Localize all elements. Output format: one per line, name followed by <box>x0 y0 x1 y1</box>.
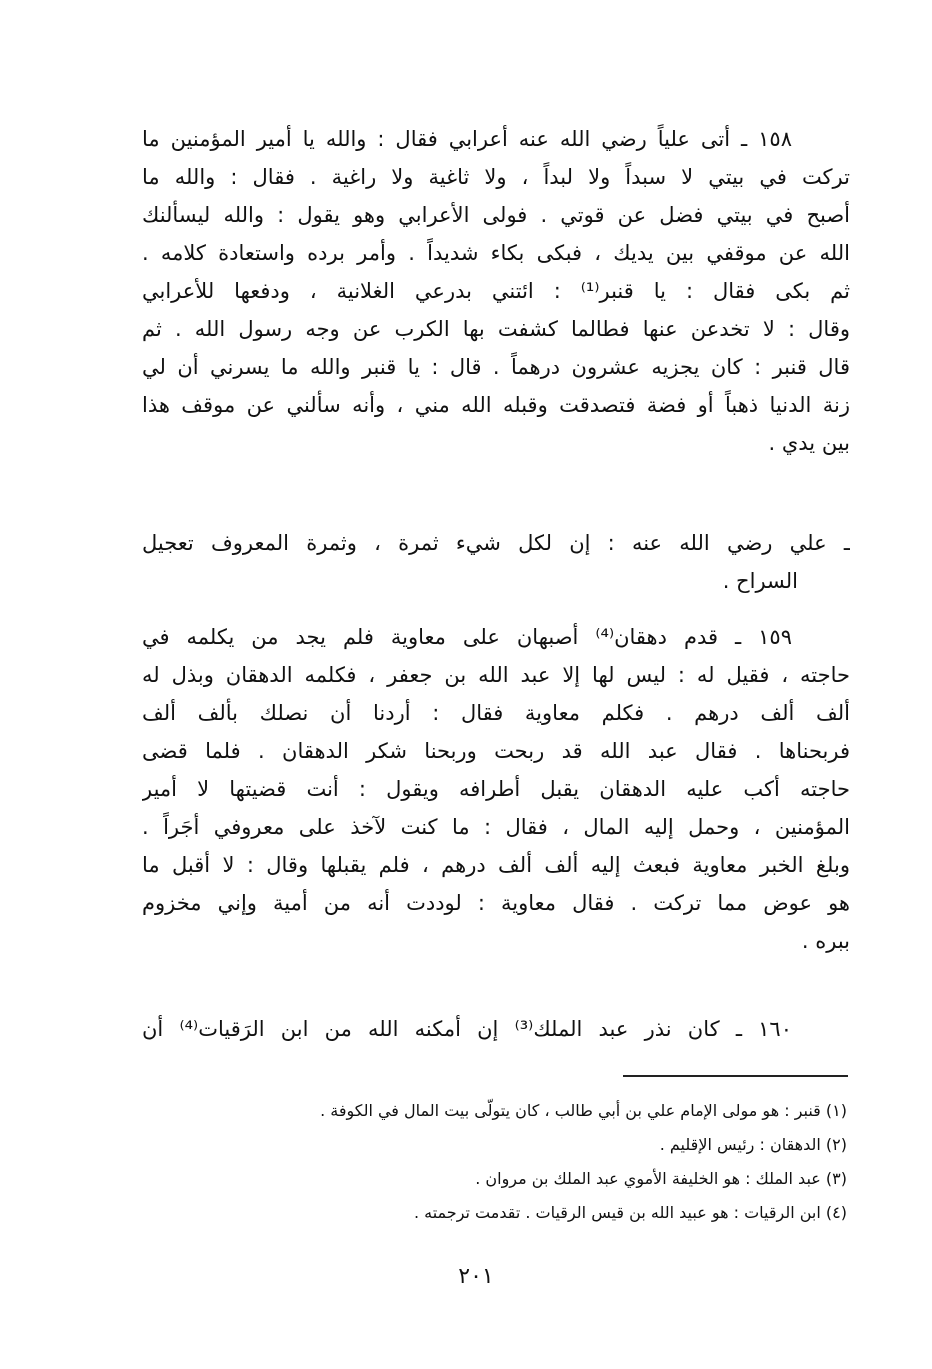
footnote-2: (٢) الدهقان : رئيس الإقليم . <box>659 1135 847 1154</box>
text-line: المؤمنين ، وحمل إليه المال ، فقال : ما كنت لآخذ على معروفي أجَراً . <box>142 815 850 839</box>
text-line: أصبح في بيتي فضل عن قوتي . فولى الأعرابي وهو يقول : والله ليسألنك <box>142 203 850 227</box>
text-line: ألف ألف درهم . فكلم معاوية فقال : أردنا أن نصلك بألف ألف <box>142 701 850 725</box>
text-line: ببره . <box>801 929 850 953</box>
text-line: وبلغ الخبر معاوية فبعث إليه ألف ألف درهم ، فلم يقبلها وقال : لا أقبل ما <box>142 853 850 877</box>
text-line: زنة الدنيا ذهباً أو فضة فتصدقت وقبله الله مني ، وأنه سألني عن موقف هذا <box>142 393 850 417</box>
text-line: السراح . <box>722 569 798 593</box>
footnote-1: (١) قنبر : هو مولى الإمام علي بن أبي طالب ، كان يتولّى بيت المال في الكوفة . <box>320 1101 847 1120</box>
text-line: ١٥٩ ـ قدم دهقان⁽⁴⁾ أصبهان على معاوية فلم يجد من يكلمه في <box>142 625 792 649</box>
text-line: تركت في بيتي لا سبداً ولا لبداً ، ولا ثاغية ولا راغية . فقال : والله ما <box>142 165 850 189</box>
text-line: ١٦٠ ـ كان نذر عبد الملك⁽³⁾ إن أمكنه الله من ابن الرَقيات⁽⁴⁾ أن <box>142 1017 792 1041</box>
text-line: ـ علي رضي الله عنه : إن لكل شيء ثمرة ، وثمرة المعروف تعجيل <box>142 531 850 555</box>
footnote-3: (٣) عبد الملك : هو الخليفة الأموي عبد الملك بن مروان . <box>475 1169 847 1188</box>
text-line: وقال : لا تخدعن عنها فطالما كشفت بها الكرب عن وجه رسول الله . ثم <box>142 317 850 341</box>
text-line: بين يدي . <box>768 431 850 455</box>
paragraph-160 <box>142 1010 850 1048</box>
footnotes <box>142 1094 847 1230</box>
text-line: ١٥٨ ـ أتى علياً رضي الله عنه أعرابي فقال : والله يا أمير المؤمنين ما <box>142 127 792 151</box>
paragraph-158 <box>142 120 850 462</box>
text-line: فربحناها . فقال عبد الله قد ربحت وربحنا شكر الدهقان . فلما قضى <box>142 739 850 763</box>
footnote-4: (٤) ابن الرقيات : هو عبيد الله بن قيس الرقيات . تقدمت ترجمته . <box>413 1203 847 1222</box>
paragraph-159 <box>142 618 850 960</box>
paragraph-ali-saying <box>142 524 850 600</box>
text-line: قال قنبر : كان يجزيه عشرون درهماً . قال : يا قنبر والله ما يسرني أن لي <box>142 355 850 379</box>
page-number: ٢٠١ <box>458 1264 494 1289</box>
text-line: ثم بكى فقال : يا قنبر⁽¹⁾ : ائتني بدرعي الغلانية ، ودفعها للأعرابي <box>142 279 850 303</box>
text-line: حاجته أكب عليه الدهقان يقبل أطرافه ويقول : أنت قضيتها لا أمير <box>142 777 850 801</box>
text-line: حاجته ، فقيل له : ليس لها إلا عبد الله بن جعفر ، فكلمه الدهقان وبذل له <box>142 663 850 687</box>
text-line: هو عوض مما تركت . فقال معاوية : لوددت أنه من أمية وإني مخزوم <box>142 891 850 915</box>
text-line: الله عن موقفي بين يديك ، فبكى بكاء شديداً . وأمر برده واستعادة كلامه . <box>142 241 850 265</box>
footnote-divider <box>623 1075 848 1077</box>
